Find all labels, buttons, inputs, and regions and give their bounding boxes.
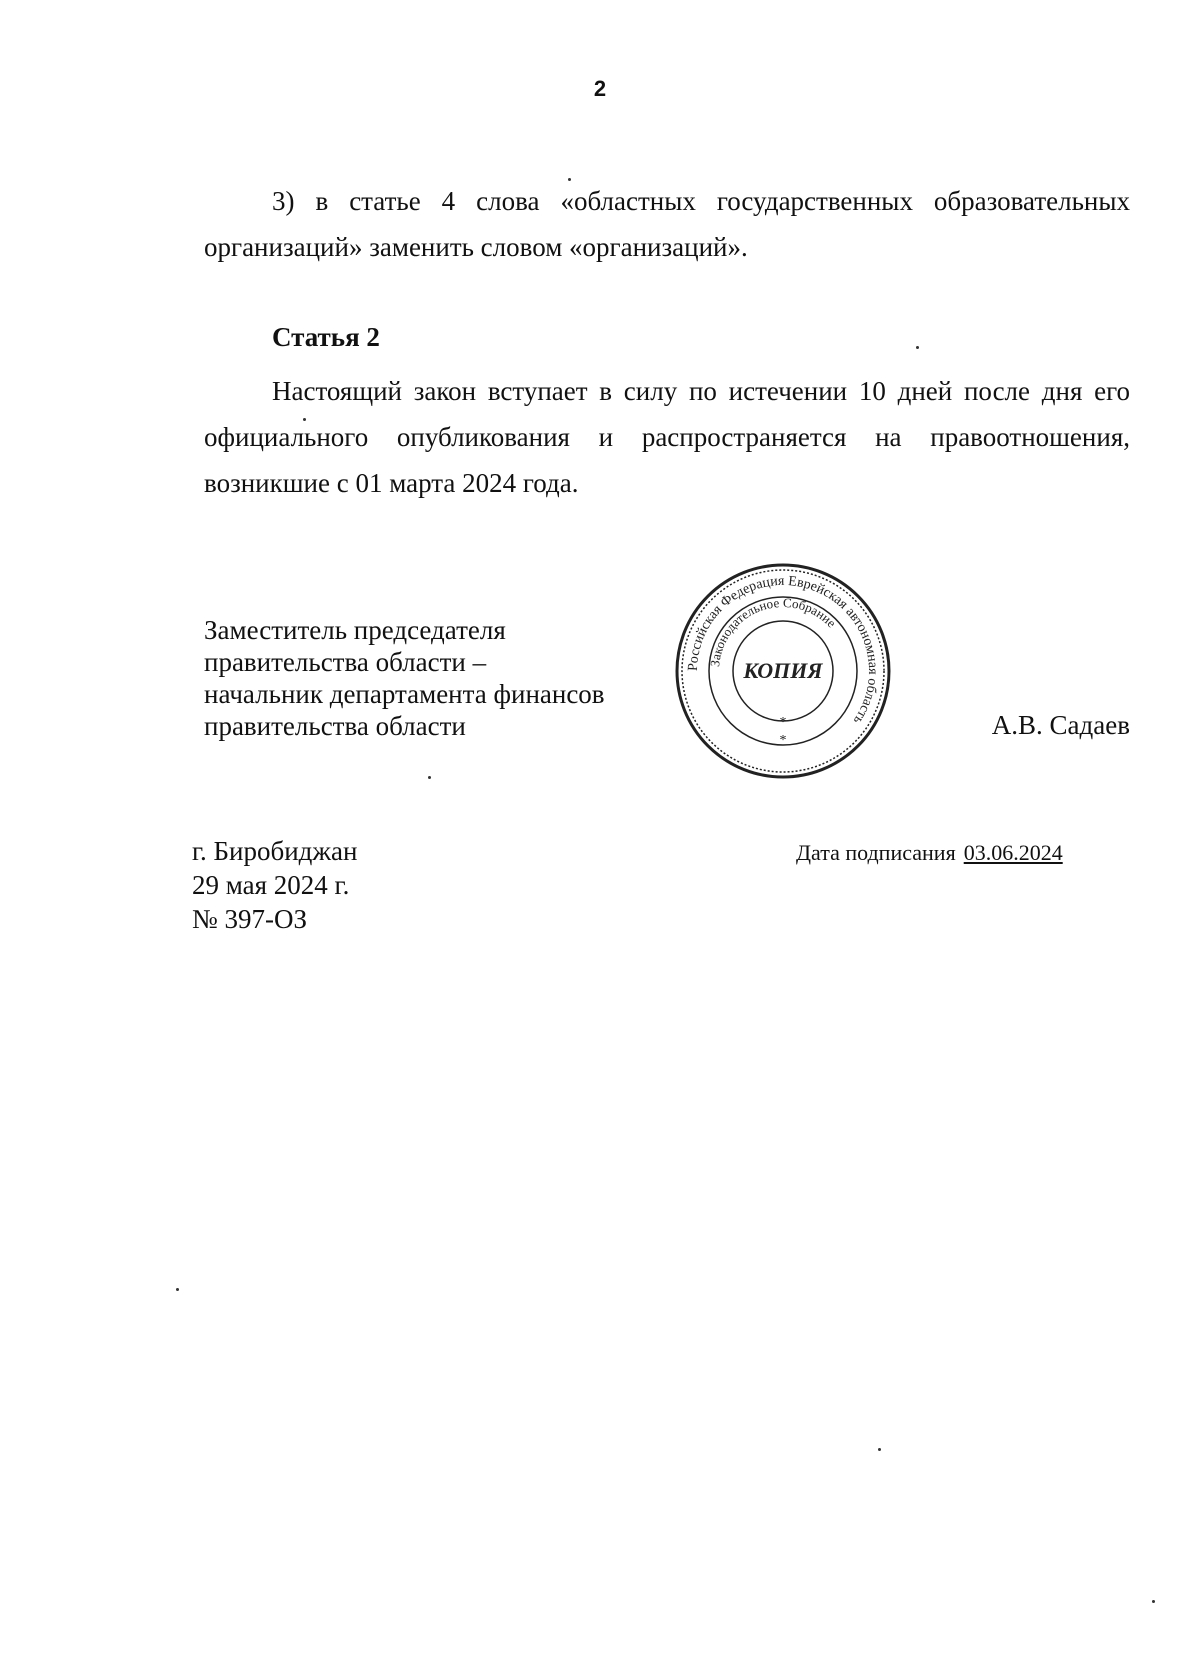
scan-speck [568, 178, 571, 181]
signer-title-line: начальник департамента финансов [204, 679, 605, 709]
article-2-heading: Статья 2 [272, 322, 380, 352]
seal-center-text: КОПИЯ [743, 658, 823, 683]
law-number: № 397-ОЗ [192, 904, 308, 934]
amendment-paragraph: 3) в статье 4 слова «областных государственных образовательных организаций» заменить словом «организаций». [204, 186, 1130, 262]
scan-speck [176, 1288, 179, 1291]
signer-title-line: правительства области [204, 711, 466, 741]
scan-speck [916, 346, 919, 349]
seal-inner-text: Законодательное Собрание [707, 594, 840, 668]
signer-title-line: Заместитель председателя [204, 615, 506, 645]
scan-speck [428, 776, 431, 779]
seal-star-icon: * [779, 733, 787, 748]
signer-name: А.В. Садаев [991, 710, 1130, 740]
scan-speck [1152, 1600, 1155, 1603]
seal-star-icon: * [779, 715, 787, 730]
article-2-paragraph: Настоящий закон вступает в силу по истечении 10 дней после дня его официального опубликования и распространяется на правоотношения, возникшие с 01 марта 2024 года. [204, 376, 1130, 498]
signer-title [204, 614, 644, 742]
signing-date-value: 03.06.2024 [963, 840, 1063, 865]
city: г. Биробиджан [192, 836, 358, 866]
signer-title-line: правительства области – [204, 647, 487, 677]
scan-speck [878, 1448, 881, 1451]
page-number: 2 [593, 76, 607, 101]
signing-date [796, 840, 1063, 866]
official-seal-stamp [672, 560, 894, 782]
signing-date-label: Дата подписания [796, 840, 956, 865]
adoption-date: 29 мая 2024 г. [192, 870, 350, 900]
place-date-number-block [192, 834, 358, 936]
seal-outer-text: Российская Федерация Еврейская автономная область [685, 573, 881, 727]
scan-speck [303, 418, 306, 421]
